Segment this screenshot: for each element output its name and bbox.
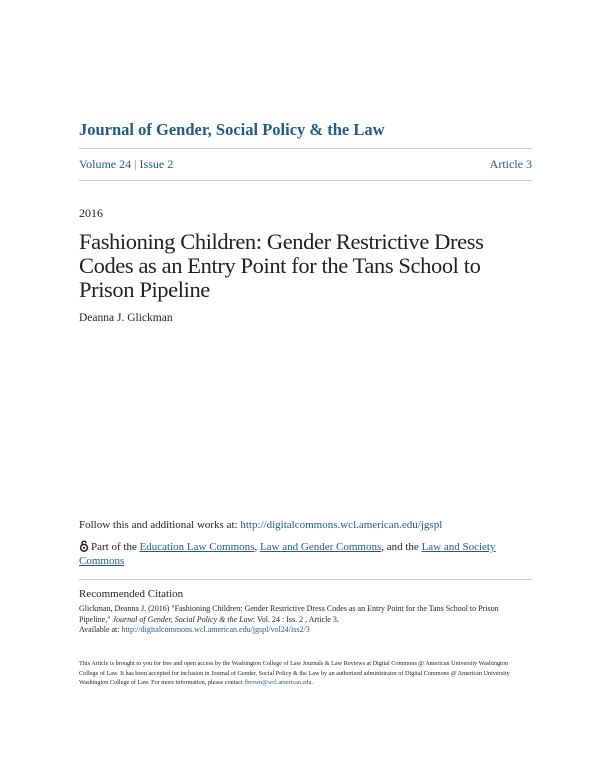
- commons-sep-2: , and the: [381, 541, 422, 553]
- law-and-gender-commons-link[interactable]: Law and Gender Commons: [259, 541, 382, 553]
- article-link[interactable]: Article 3: [489, 157, 532, 171]
- paper-title: Fashioning Children: Gender Restrictive Dress Codes as an Entry Point for the Tans School to Prison Pipeline: [79, 229, 484, 302]
- education-law-commons-link[interactable]: Education Law Commons: [139, 541, 255, 553]
- footer-text: This Article is brought to you for free and open access by the Washington College of Law Journals & Law Reviews at Digital Commons @ American University Washington College of Law. It has been accepted for inclusion in Journal of Gender, Social Policy & the Law by an authorized administrator of Digital Commons @ American University Washington College of Law. For more information, please contact: [79, 660, 510, 687]
- follow-prefix: Follow this and additional works at:: [79, 519, 241, 531]
- law-and-society-commons-link[interactable]: Law and Society Commons: [79, 541, 496, 567]
- commons-sep-1: ,: [254, 541, 260, 553]
- journal-title[interactable]: Journal of Gender, Social Policy & the Law: [79, 120, 385, 139]
- volume-link[interactable]: Volume 24: [79, 157, 132, 171]
- follow-url-link[interactable]: http://digitalcommons.wcl.american.edu/jgspl: [240, 519, 443, 531]
- footer-end: .: [311, 679, 314, 687]
- commons-line: [79, 540, 519, 568]
- citation-line-1: Glickman, Deanna J. (2016) "Fashioning Children: Gender Restrictive Dress Codes as an Entry Point for the Tans School to Prison Pipeline,": [79, 604, 499, 624]
- citation-url-link[interactable]: http://digitalcommons.wcl.american.edu/jgspl/vol24/iss2/3: [121, 625, 310, 634]
- volume-issue: [79, 157, 173, 172]
- recommended-citation-label: Recommended Citation: [79, 588, 184, 600]
- publication-year: 2016: [79, 206, 103, 220]
- issue-link[interactable]: Issue 2: [139, 157, 174, 171]
- follow-line: [79, 519, 442, 531]
- citation-rule: [79, 579, 532, 580]
- part-of-label: Part of the: [91, 541, 140, 553]
- author-name: Deanna J. Glickman: [79, 312, 173, 324]
- header-rule-top: [79, 148, 532, 149]
- open-access-icon: [79, 540, 89, 552]
- footer-note: [79, 659, 524, 688]
- contact-email-link[interactable]: fbrown@wcl.american.edu: [244, 679, 312, 687]
- volume-issue-separator: |: [134, 157, 137, 171]
- citation-line-2: : Vol. 24 : Iss. 2 , Article 3.: [252, 614, 339, 624]
- available-at-label: Available at:: [79, 625, 122, 634]
- citation-journal: Journal of Gender, Social Policy & the Law: [112, 614, 253, 624]
- header-rule-bottom: [79, 180, 532, 181]
- citation-text: [79, 604, 529, 636]
